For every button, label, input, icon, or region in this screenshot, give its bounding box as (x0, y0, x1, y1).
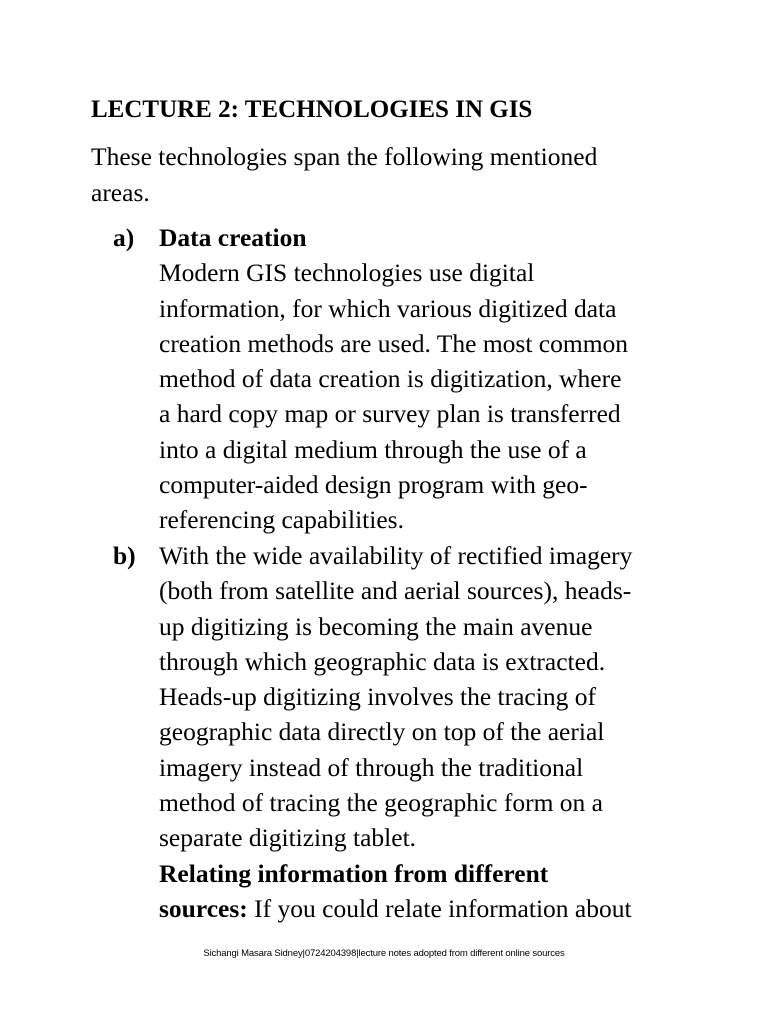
body-line-tail: If you could relate information about (247, 893, 632, 923)
body-line: geographic data directly on top of the aerial (159, 717, 605, 747)
body-line: imagery instead of through the traditional (159, 752, 584, 782)
body-line: into a digital medium through the use of a (159, 434, 587, 464)
body-line: up digitizing is becoming the main avenue (159, 611, 593, 641)
intro-paragraph (91, 139, 671, 210)
body-line: With the wide availability of rectified imagery (159, 541, 633, 570)
body-line: method of data creation is digitization, where (159, 364, 622, 394)
body-line: Heads-up digitizing involves the tracing of (159, 682, 596, 712)
list-marker: a) (113, 223, 135, 252)
body-line: computer-aided design program with geo- (159, 470, 588, 500)
body-line: separate digitizing tablet. (159, 823, 417, 853)
body-line: information, for which various digitized data (159, 293, 617, 323)
list-item-body (159, 538, 679, 926)
body-line: (both from satellite and aerial sources), heads- (159, 576, 632, 606)
intro-line: These technologies span the following mentioned (91, 142, 598, 171)
intro-line: areas. (91, 177, 150, 207)
subheading-end: sources: (159, 893, 248, 923)
body-line: method of tracing the geographic form on a (159, 788, 603, 818)
body-line: referencing capabilities. (159, 505, 404, 535)
body-line: creation methods are used. The most common (159, 328, 629, 358)
body-line: through which geographic data is extracted. (159, 646, 606, 676)
list-marker: b) (113, 541, 136, 570)
body-line: a hard copy map or survey plan is transferred (159, 399, 621, 429)
body-line: Modern GIS technologies use digital (159, 258, 535, 288)
list-item-body (159, 220, 679, 538)
item-title: Data creation (159, 223, 307, 252)
subheading-continuation (159, 891, 679, 926)
section-subheading: Relating information from different (159, 858, 549, 888)
lecture-heading: LECTURE 2: TECHNOLOGIES IN GIS (91, 96, 533, 123)
page-footer: Sichangi Masara Sidney|0724204398|lecture notes adopted from different online sources (203, 948, 565, 959)
